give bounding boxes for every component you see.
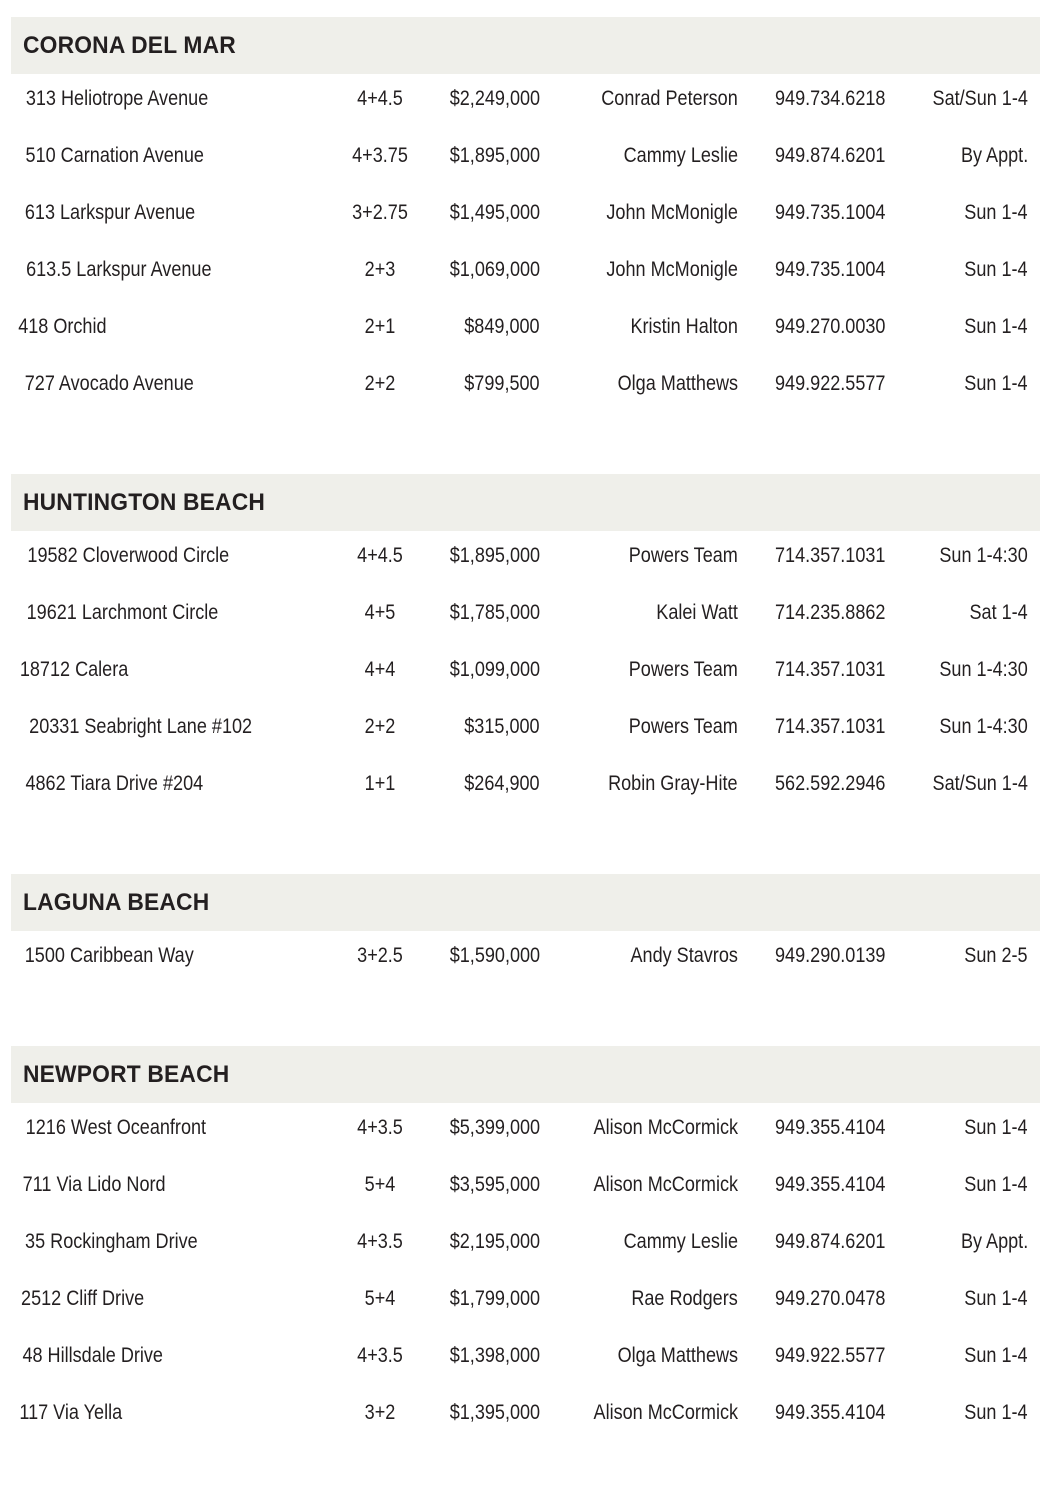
listing-agent: Powers Team: [628, 715, 738, 738]
listing-address: 4862 Tiara Drive #204: [25, 772, 204, 795]
listing-time: Sat 1-4: [969, 601, 1028, 624]
listing-time: By Appt.: [960, 144, 1028, 167]
listing-row: 20331 Seabright Lane #102 2+2 $315,000 Powers Team 714.357.1031 Sun 1-4:30: [29, 715, 1028, 738]
listing-price: $5,399,000: [449, 1116, 540, 1139]
listing-phone: 714.357.1031: [775, 658, 886, 681]
listing-time: Sun 1-4: [964, 1344, 1028, 1367]
listing-price: $849,000: [464, 315, 540, 338]
listing-time: Sun 2-5: [964, 944, 1028, 967]
listing-price: $1,495,000: [449, 201, 540, 224]
listing-phone: 949.270.0478: [775, 1287, 886, 1310]
listing-phone: 949.735.1004: [775, 258, 886, 281]
section-newport-beach: [11, 1046, 1040, 1445]
listing-phone: 949.734.6218: [775, 87, 886, 110]
section-title: NEWPORT BEACH: [23, 1060, 230, 1088]
listing-address: 19621 Larchmont Circle: [26, 601, 219, 624]
listing-price: $1,895,000: [449, 144, 540, 167]
listing-price: $2,249,000: [449, 87, 540, 110]
listing-row: 613.5 Larkspur Avenue 2+3 $1,069,000 John McMonigle 949.735.1004 Sun 1-4: [26, 258, 1028, 281]
listing-time: Sun 1-4:30: [939, 544, 1028, 567]
listing-address: 711 Via Lido Nord: [22, 1173, 166, 1196]
section-header: [11, 17, 1040, 74]
listing-phone: 949.874.6201: [775, 1230, 886, 1253]
listing-time: By Appt.: [960, 1230, 1028, 1253]
listing-address: 48 Hillsdale Drive: [22, 1344, 163, 1367]
listing-row: 313 Heliotrope Avenue 4+4.5 $2,249,000 Conrad Peterson 949.734.6218 Sat/Sun 1-4: [25, 87, 1028, 110]
section-header: [11, 1046, 1040, 1103]
listing-price: $1,398,000: [449, 1344, 540, 1367]
listing-price: $1,785,000: [449, 601, 540, 624]
listing-row: 727 Avocado Avenue 2+2 $799,500 Olga Matthews 949.922.5577 Sun 1-4: [24, 372, 1028, 395]
listing-price: $264,900: [464, 772, 540, 795]
listing-time: Sun 1-4: [964, 1287, 1028, 1310]
listing-price: $2,195,000: [449, 1230, 540, 1253]
listing-agent: Kalei Watt: [656, 601, 738, 624]
open-house-listings: [11, 17, 1040, 1503]
listing-phone: 949.270.0030: [775, 315, 886, 338]
listing-time: Sun 1-4:30: [939, 715, 1028, 738]
listing-phone: 949.922.5577: [775, 372, 886, 395]
listing-time: Sun 1-4:30: [939, 658, 1028, 681]
listing-price: $1,099,000: [449, 658, 540, 681]
listing-phone: 949.290.0139: [775, 944, 886, 967]
listing-time: Sun 1-4: [964, 1116, 1028, 1139]
listing-address: 19582 Cloverwood Circle: [27, 544, 230, 567]
listing-agent: Alison McCormick: [593, 1173, 738, 1196]
section-title: CORONA DEL MAR: [23, 31, 236, 59]
listing-address: 613 Larkspur Avenue: [24, 201, 196, 224]
section-header: [11, 474, 1040, 531]
listing-phone: 714.357.1031: [775, 544, 886, 567]
listing-time: Sat/Sun 1-4: [932, 87, 1028, 110]
listing-agent: John McMonigle: [606, 201, 738, 224]
listing-agent: Powers Team: [628, 658, 738, 681]
listing-price: $315,000: [464, 715, 540, 738]
listing-time: Sun 1-4: [964, 315, 1028, 338]
listing-agent: Andy Stavros: [630, 944, 738, 967]
listing-agent: Cammy Leslie: [623, 1230, 738, 1253]
listing-address: 35 Rockingham Drive: [25, 1230, 198, 1253]
listing-time: Sun 1-4: [964, 1401, 1028, 1424]
listing-agent: Kristin Halton: [630, 315, 738, 338]
section-laguna-beach: [11, 874, 1040, 988]
listing-row: 510 Carnation Avenue 4+3.75 $1,895,000 Cammy Leslie 949.874.6201 By Appt.: [25, 144, 1028, 167]
listing-address: 2512 Cliff Drive: [21, 1287, 145, 1310]
listing-address: 510 Carnation Avenue: [25, 144, 204, 167]
listing-time: Sun 1-4: [964, 372, 1028, 395]
listing-address: 313 Heliotrope Avenue: [25, 87, 209, 110]
listing-phone: 949.735.1004: [775, 201, 886, 224]
listing-time: Sat/Sun 1-4: [932, 772, 1028, 795]
listing-phone: 714.357.1031: [775, 715, 886, 738]
listing-row: 48 Hillsdale Drive 4+3.5 $1,398,000 Olga Matthews 949.922.5577 Sun 1-4: [22, 1344, 1028, 1367]
listing-agent: John McMonigle: [606, 258, 738, 281]
listing-row: 1216 West Oceanfront 4+3.5 $5,399,000 Alison McCormick 949.355.4104 Sun 1-4: [25, 1116, 1028, 1139]
listing-row: 2512 Cliff Drive 5+4 $1,799,000 Rae Rodgers 949.270.0478 Sun 1-4: [21, 1287, 1028, 1310]
listing-phone: 562.592.2946: [775, 772, 886, 795]
listing-phone: 949.355.4104: [775, 1173, 886, 1196]
listing-agent: Rae Rodgers: [631, 1287, 738, 1310]
section-title: HUNTINGTON BEACH: [23, 488, 266, 516]
listing-address: 727 Avocado Avenue: [24, 372, 194, 395]
listing-row: 117 Via Yella 3+2 $1,395,000 Alison McCormick 949.355.4104 Sun 1-4: [19, 1401, 1028, 1424]
listing-agent: Powers Team: [628, 544, 738, 567]
listing-agent: Robin Gray-Hite: [608, 772, 738, 795]
listing-phone: 714.235.8862: [775, 601, 886, 624]
listing-time: Sun 1-4: [964, 258, 1028, 281]
listing-agent: Alison McCormick: [593, 1116, 738, 1139]
listing-address: 1500 Caribbean Way: [24, 944, 194, 967]
listing-agent: Cammy Leslie: [623, 144, 738, 167]
listing-phone: 949.922.5577: [775, 1344, 886, 1367]
listing-address: 418 Orchid: [18, 315, 107, 338]
listing-time: Sun 1-4: [964, 201, 1028, 224]
listing-row: 19621 Larchmont Circle 4+5 $1,785,000 Kalei Watt 714.235.8862 Sat 1-4: [26, 601, 1028, 624]
listing-row: 4862 Tiara Drive #204 1+1 $264,900 Robin Gray-Hite 562.592.2946 Sat/Sun 1-4: [25, 772, 1028, 795]
listing-time: Sun 1-4: [964, 1173, 1028, 1196]
listing-phone: 949.355.4104: [775, 1116, 886, 1139]
listing-price: $3,595,000: [449, 1173, 540, 1196]
listing-phone: 949.355.4104: [775, 1401, 886, 1424]
section-title: LAGUNA BEACH: [23, 888, 210, 916]
listing-row: 18712 Calera 4+4 $1,099,000 Powers Team 714.357.1031 Sun 1-4:30: [19, 658, 1028, 681]
listing-address: 1216 West Oceanfront: [25, 1116, 207, 1139]
listing-agent: Olga Matthews: [617, 1344, 738, 1367]
listing-row: 711 Via Lido Nord 5+4 $3,595,000 Alison McCormick 949.355.4104 Sun 1-4: [22, 1173, 1028, 1196]
listing-row: 35 Rockingham Drive 4+3.5 $2,195,000 Cammy Leslie 949.874.6201 By Appt.: [25, 1230, 1028, 1253]
listing-price: $1,395,000: [449, 1401, 540, 1424]
listing-row: 418 Orchid 2+1 $849,000 Kristin Halton 949.270.0030 Sun 1-4: [18, 315, 1028, 338]
listing-address: 20331 Seabright Lane #102: [29, 715, 253, 738]
listing-phone: 949.874.6201: [775, 144, 886, 167]
listing-row: 19582 Cloverwood Circle 4+4.5 $1,895,000 Powers Team 714.357.1031 Sun 1-4:30: [27, 544, 1028, 567]
listing-price: $1,590,000: [449, 944, 540, 967]
listing-agent: Conrad Peterson: [601, 87, 738, 110]
listing-address: 613.5 Larkspur Avenue: [26, 258, 212, 281]
section-corona-del-mar: [11, 17, 1040, 416]
listing-price: $1,069,000: [449, 258, 540, 281]
listing-price: $1,895,000: [449, 544, 540, 567]
listing-agent: Alison McCormick: [593, 1401, 738, 1424]
listing-row: 1500 Caribbean Way 3+2.5 $1,590,000 Andy Stavros 949.290.0139 Sun 2-5: [24, 944, 1028, 967]
listing-row: 613 Larkspur Avenue 3+2.75 $1,495,000 John McMonigle 949.735.1004 Sun 1-4: [24, 201, 1028, 224]
listing-price: $799,500: [464, 372, 540, 395]
listing-address: 117 Via Yella: [19, 1401, 123, 1424]
listing-agent: Olga Matthews: [617, 372, 738, 395]
listing-price: $1,799,000: [449, 1287, 540, 1310]
section-header: [11, 874, 1040, 931]
section-huntington-beach: [11, 474, 1040, 816]
listing-address: 18712 Calera: [19, 658, 129, 681]
